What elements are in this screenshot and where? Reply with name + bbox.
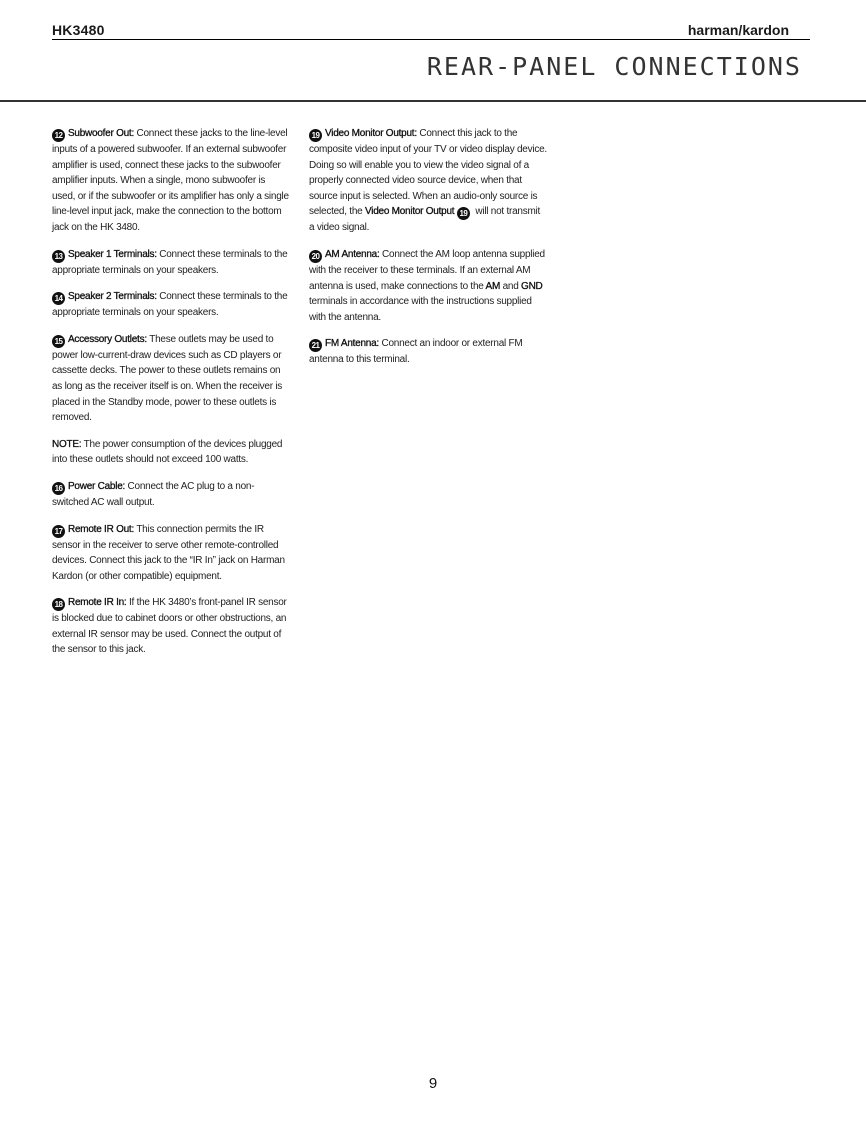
item-label: Speaker 1 Terminals: bbox=[68, 248, 157, 260]
note-label: NOTE: bbox=[52, 438, 82, 450]
item-label: FM Antenna: bbox=[325, 338, 379, 350]
callout-number: 19 bbox=[309, 129, 322, 142]
callout-number: 21 bbox=[309, 339, 322, 352]
item-text: This connection permits the IR sensor in the receiver to serve other remote-controlled devices. Connect this jack to the “IR In” jack on Harman Kardon (or other compatible) equipment. bbox=[52, 523, 285, 582]
callout-number: 16 bbox=[52, 482, 65, 495]
item-label: Remote IR In: bbox=[68, 597, 127, 609]
item-text: Connect the AM loop antenna supplied with the receiver to these terminals. If an external AM antenna is used, make connections to the bbox=[309, 248, 545, 292]
callout-number: 15 bbox=[52, 335, 65, 348]
item-fm-antenna bbox=[309, 336, 547, 368]
item-remote-ir-out bbox=[52, 522, 290, 585]
item-text: Connect this jack to the composite video input of your TV or video display device. Doing so will enable you to view the video signal of a properly connected video source device, when that source input is selected. When an audio-only source is selected, the bbox=[309, 128, 547, 218]
item-text: Connect an indoor or external FM antenna to this terminal. bbox=[309, 338, 523, 366]
item-subwoofer-out bbox=[52, 126, 290, 236]
am-terminal-label: AM bbox=[485, 280, 501, 292]
note-text: The power consumption of the devices plugged into these outlets should not exceed 100 watts. bbox=[52, 438, 283, 466]
gnd-terminal-label: GND bbox=[521, 280, 543, 292]
item-speaker-1-terminals bbox=[52, 247, 290, 279]
header-rule bbox=[52, 39, 810, 40]
item-label: Speaker 2 Terminals: bbox=[68, 291, 157, 303]
item-text-tail: will not transmit a video signal. bbox=[309, 206, 541, 234]
page-number: 9 bbox=[428, 1075, 438, 1092]
section-rule bbox=[0, 100, 866, 102]
callout-number: 18 bbox=[52, 598, 65, 611]
item-label-inline: Video Monitor Output bbox=[364, 206, 455, 218]
model-name: HK3480 bbox=[52, 22, 105, 38]
item-video-monitor-output bbox=[309, 126, 547, 236]
item-text: These outlets may be used to power low-current-draw devices such as CD players or cassette decks. The power to these outlets remains on as long as the receiver itself is on. When the receiver is placed in the Standby mode, power to these outlets is removed. bbox=[52, 333, 283, 424]
item-label: Remote IR Out: bbox=[68, 523, 134, 535]
item-label: Subwoofer Out: bbox=[68, 128, 134, 139]
section-title: REAR-PANEL CONNECTIONS bbox=[426, 52, 802, 81]
left-column bbox=[52, 126, 290, 669]
callout-number-inline: 19 bbox=[457, 207, 470, 220]
item-label: Accessory Outlets: bbox=[68, 333, 147, 345]
item-power-cable bbox=[52, 479, 290, 511]
brand-name: harman/kardon bbox=[687, 22, 789, 38]
item-speaker-2-terminals bbox=[52, 289, 290, 321]
right-column bbox=[309, 126, 547, 379]
item-text-tail: terminals in accordance with the instructions supplied with the antenna. bbox=[309, 296, 532, 323]
item-text: Connect the AC plug to a non-switched AC wall output. bbox=[52, 480, 255, 508]
callout-number: 20 bbox=[309, 250, 322, 263]
item-text: Connect these terminals to the appropriate terminals on your speakers. bbox=[52, 248, 288, 276]
item-text-mid: and bbox=[500, 280, 522, 292]
item-label: AM Antenna: bbox=[325, 248, 380, 260]
item-am-antenna bbox=[309, 247, 547, 325]
callout-number: 17 bbox=[52, 525, 65, 538]
item-text: Connect these terminals to the appropriate terminals on your speakers. bbox=[52, 291, 288, 319]
item-remote-ir-in bbox=[52, 595, 290, 658]
callout-number: 13 bbox=[52, 250, 65, 263]
callout-number: 12 bbox=[52, 129, 65, 142]
item-text: If the HK 3480’s front-panel IR sensor is blocked due to cabinet doors or other obstructions, an external IR sensor may be used. Connect the output of the sensor to this jack. bbox=[52, 597, 287, 656]
item-label: Video Monitor Output: bbox=[325, 128, 417, 139]
note bbox=[52, 437, 290, 468]
item-text: Connect these jacks to the line-level inputs of a powered subwoofer. If an external subwoofer amplifier is used, connect these jacks to the subwoofer amplifier inputs. When a single, mono subwoofer is used, or if the subwoofer or its amplifier has only a single line-level input jack, make the connection to the bottom jack on the HK 3480. bbox=[52, 128, 289, 233]
callout-number: 14 bbox=[52, 292, 65, 305]
item-label: Power Cable: bbox=[68, 480, 126, 492]
item-accessory-outlets bbox=[52, 332, 290, 426]
